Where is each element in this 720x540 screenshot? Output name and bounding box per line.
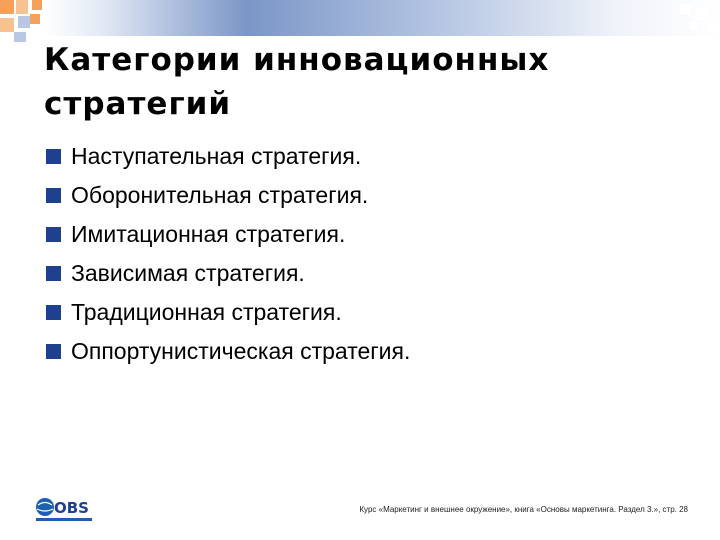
decor-square [18, 16, 30, 28]
square-bullet-icon [46, 266, 61, 281]
obs-logo [34, 496, 96, 522]
decor-square [14, 32, 26, 42]
decor-square [680, 4, 690, 14]
list-item [46, 215, 410, 254]
list-item-text: Зависимая стратегия. [71, 260, 305, 286]
square-bullet-icon [46, 149, 61, 164]
list-item-text: Имитационная стратегия. [71, 221, 346, 247]
decor-square [696, 8, 708, 20]
list-item [46, 137, 410, 176]
decor-square [690, 22, 698, 30]
list-item [46, 176, 410, 215]
decor-square [710, 24, 718, 32]
decor-square [0, 0, 14, 14]
square-bullet-icon [46, 188, 61, 203]
list-item [46, 332, 410, 371]
decor-square [32, 0, 42, 10]
list-item-text: Традиционная стратегия. [71, 299, 342, 325]
list-item [46, 254, 410, 293]
decor-square [0, 18, 14, 32]
list-item-text: Наступательная стратегия. [71, 143, 362, 169]
footer-text: Курс «Маркетинг и внешнее окружение», книга «Основы маркетинга. Раздел 3.», стр. 28 [359, 505, 688, 514]
list-item [46, 293, 410, 332]
decor-square [16, 0, 28, 14]
square-bullet-icon [46, 227, 61, 242]
list-item-text: Оппортунистическая стратегия. [71, 338, 411, 364]
bar-squares-decoration [660, 0, 720, 36]
logo-text: OBS [54, 499, 89, 517]
decor-square [30, 14, 40, 24]
square-bullet-icon [46, 305, 61, 320]
list-item-text: Оборонительная стратегия. [71, 182, 369, 208]
header-gradient-bar [44, 0, 720, 36]
bullet-list [46, 137, 410, 371]
slide-title: Категории инновационных стратегий [44, 42, 550, 122]
square-bullet-icon [46, 344, 61, 359]
logo-globe-icon [36, 498, 54, 516]
